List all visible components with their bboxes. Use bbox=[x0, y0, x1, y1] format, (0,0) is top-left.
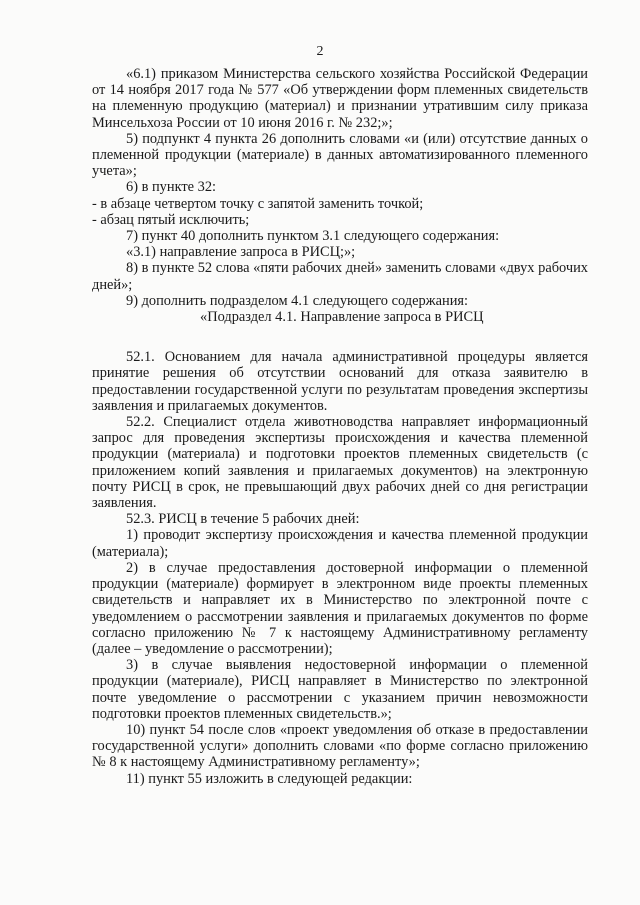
paragraph-dash-1: - в абзаце четвертом точку с запятой заменить точкой; bbox=[92, 195, 424, 212]
paragraph-52-3: 52.3. РИСЦ в течение 5 рабочих дней: bbox=[126, 511, 360, 528]
paragraph-52-3-item-3: 3) в случае выявления недостоверной информации о племенной продукции (материале), РИСЦ направляет в Министерство по электронной почте уведомление о рассмотрении с указанием причин невозможности подготовки проектов племенных свидетельств.»; bbox=[92, 657, 588, 722]
paragraph-6-1: «6.1) приказом Министерства сельского хозяйства Российской Федерации от 14 ноября 2017 года № 577 «Об утверждении форм племенных свидетельств на племенную продукцию (материал) и признании утратившим силу приказа Минсельхоза России от 10 июня 2016 г. № 232;»; bbox=[92, 66, 588, 131]
paragraph-item-8: 8) в пункте 52 слова «пяти рабочих дней» заменить словами «двух рабочих дней»; bbox=[92, 260, 588, 293]
paragraph-quote-3-1: «3.1) направление запроса в РИСЦ;»; bbox=[126, 244, 356, 261]
paragraph-52-3-item-2: 2) в случае предоставления достоверной информации о племенной продукции (материале) формирует в электронном виде проекты племенных свидетельств и направляет их в Министерство по электронной почте с уведомлением о рассмотрении заявления и прилагаемых документов по форме согласно приложению № 7 к настоящему Административному регламенту (далее – уведомление о рассмотрении); bbox=[92, 559, 588, 657]
document-body bbox=[92, 66, 588, 787]
paragraph-item-5: 5) подпункт 4 пункта 26 дополнить словами «и (или) отсутствие данных о племенной продукции (материале) в данных автоматизированного племенного учета»; bbox=[92, 130, 588, 180]
subsection-heading: «Подраздел 4.1. Направление запроса в РИСЦ bbox=[200, 309, 484, 326]
paragraph-item-11: 11) пункт 55 изложить в следующей редакции: bbox=[126, 770, 413, 787]
paragraph-52-3-item-1: 1) проводит экспертизу происхождения и качества племенной продукции (материала); bbox=[92, 527, 588, 560]
page-number: 2 bbox=[316, 44, 324, 59]
paragraph-item-10: 10) пункт 54 после слов «проект уведомления об отказе в предоставлении государственной услуги» дополнить словами «по форме согласно приложению № 8 к настоящему Административному регламенту»; bbox=[92, 721, 588, 771]
paragraph-dash-2: - абзац пятый исключить; bbox=[92, 211, 250, 228]
paragraph-item-7: 7) пункт 40 дополнить пунктом 3.1 следующего содержания: bbox=[126, 228, 500, 245]
paragraph-52-1: 52.1. Основанием для начала административной процедуры является принятие решения об отсутствии оснований для отказа заявителю в предоставлении государственной услуги по результатам проведения экспертизы заявления и прилагаемых документов. bbox=[92, 349, 588, 414]
paragraph-item-6: 6) в пункте 32: bbox=[126, 179, 217, 196]
paragraph-52-2: 52.2. Специалист отдела животноводства направляет информационный запрос для проведения экспертизы происхождения и качества племенной продукции (материала) и подготовки проектов племенных свидетельств (с приложением копий заявления и прилагаемых документов) на электронную почту РИСЦ в срок, не превышающий двух рабочих дней со дня регистрации заявления. bbox=[92, 414, 588, 512]
paragraph-item-9: 9) дополнить подразделом 4.1 следующего содержания: bbox=[126, 292, 469, 309]
